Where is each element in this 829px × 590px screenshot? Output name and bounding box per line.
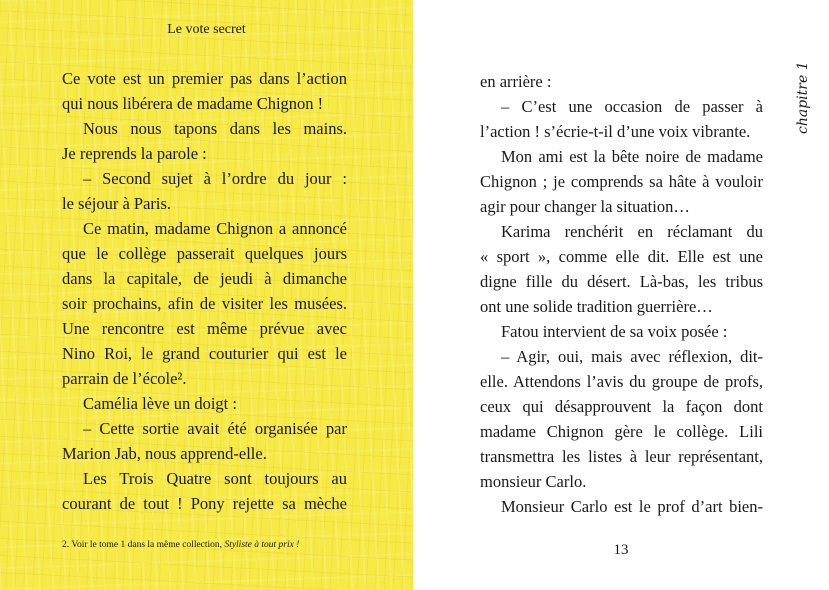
page-number: 13 [613, 542, 629, 558]
text-line: Les Trois Quatre sont toujours au [83, 469, 347, 488]
text-line: Fatou intervient de sa voix posée : [501, 322, 728, 341]
text-line: monsieur Carlo. [480, 472, 587, 491]
text-line: elle. Attendons l’avis du groupe de profs, [480, 372, 763, 391]
text-line: que le collège passerait quelques jours [62, 244, 347, 263]
text-line: ont une solide tradition guerrière… [480, 297, 713, 316]
text-line: Ce matin, madame Chignon a annoncé [83, 219, 347, 238]
chapter-label: chapitre 1 [795, 61, 811, 134]
text-line: Nino Roi, le grand couturier qui est le [62, 344, 347, 363]
text-line: Monsieur Carlo est le prof d’art bien- [501, 497, 763, 516]
text-line: madame Chignon gère le collège. Lili [480, 422, 763, 441]
text-line: Chignon ; je comprends sa hâte à vouloir [480, 172, 763, 191]
footnote-text: 2. Voir le tome 1 dans la même collection, [62, 540, 225, 550]
text-line: « sport », comme elle dit. Elle est une [480, 247, 763, 266]
text-line: Je reprends la parole : [62, 144, 207, 163]
text-line: – Agir, oui, mais avec réflexion, dit- [501, 347, 763, 366]
text-line: transmettra les listes à leur représentant, [480, 447, 763, 466]
text-line: – Cette sortie avait été organisée par [83, 419, 347, 438]
text-line: soir prochains, afin de visiter les musées. [62, 294, 347, 313]
text-line: parrain de l’école². [62, 369, 187, 388]
text-line: Nous nous tapons dans les mains. [83, 119, 347, 138]
text-line: le séjour à Paris. [62, 194, 172, 213]
text-line: Une rencontre est même prévue avec [62, 319, 347, 338]
text-line: qui nous libérera de madame Chignon ! [62, 94, 324, 113]
text-line: Karima renchérit en réclamant du [501, 222, 763, 241]
text-line: Mon ami est la bête noire de madame [501, 147, 763, 166]
right-page-text [480, 69, 763, 519]
text-line: l’action ! s’écrie-t-il d’une voix vibrante. [480, 122, 751, 141]
left-page-text [62, 66, 347, 516]
text-line: dans la capitale, de jeudi à dimanche [62, 269, 347, 288]
chapter-mark [791, 61, 815, 168]
text-line: – C’est une occasion de passer à [501, 97, 763, 116]
text-line: courant de tout ! Pony rejette sa mèche [62, 494, 347, 513]
text-line: Marion Jab, nous apprend-elle. [62, 444, 267, 463]
text-line: Camélia lève un doigt : [83, 394, 237, 413]
footnote [62, 540, 362, 550]
text-line: agir pour changer la situation… [480, 197, 690, 216]
footnote-book-title: Styliste à tout prix ! [224, 540, 300, 550]
text-line: Ce vote est un premier pas dans l’action [62, 69, 347, 88]
text-line: digne fille du désert. Là-bas, les tribus [480, 272, 763, 291]
right-page [413, 0, 829, 590]
left-page [0, 0, 413, 590]
running-head: Le vote secret [167, 22, 246, 37]
text-line: – Second sujet à l’ordre du jour : [83, 169, 347, 188]
text-line: ceux qui désapprouvent la façon dont [480, 397, 763, 416]
text-line: en arrière : [480, 72, 552, 91]
